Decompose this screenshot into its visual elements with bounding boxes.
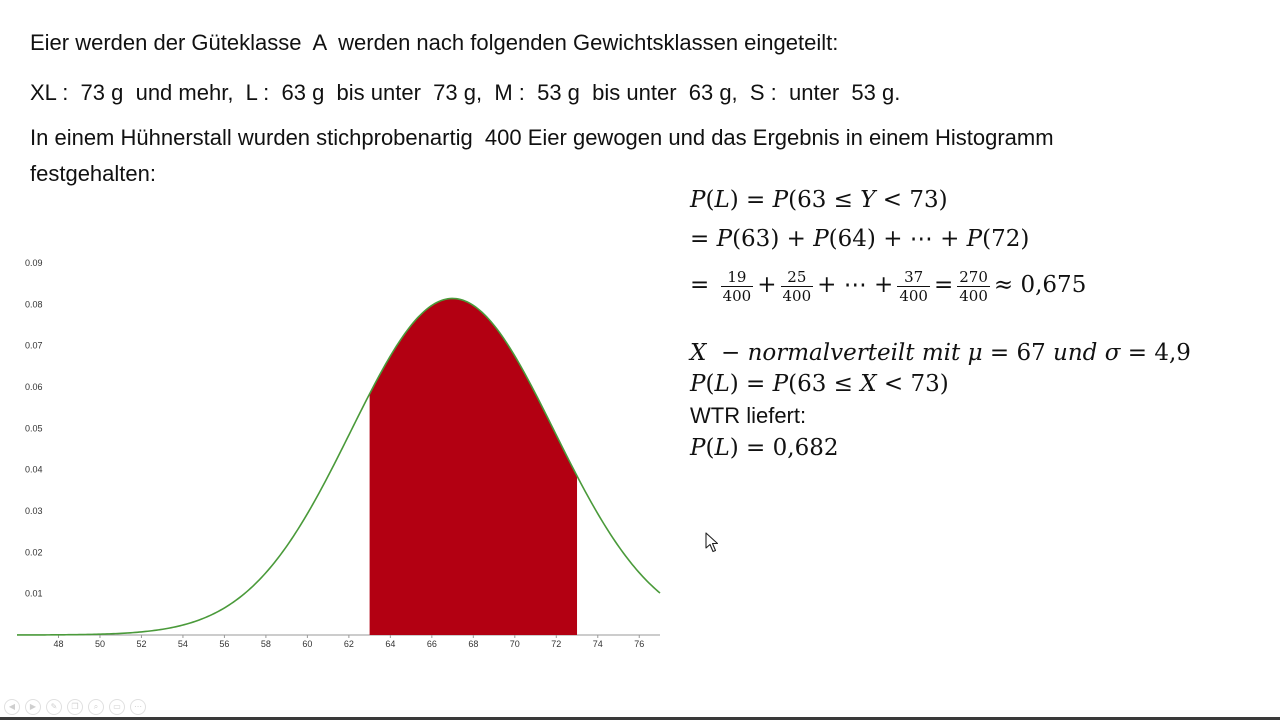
copy-icon[interactable]: ❐ (67, 699, 83, 715)
mu-value: 67 (1016, 340, 1046, 366)
x-tick-label: 66 (426, 639, 437, 649)
formula-pl-fraction-sum: = $\frac{19}{400}$ + $\frac{25}{400}$ + ⋯ + $\frac{37}{400}$ = $\frac{270}{400}$ ≈ 0,675 (690, 267, 1087, 305)
weight-classes-text: XL : 73 g und mehr, L : 63 g bis unter 73 g, M : 53 g bis unter 63 g, S : unter 53 g. (30, 80, 901, 105)
intro-text: Eier werden der Güteklasse A werden nach folgenden Gewichtsklassen eingeteilt: (30, 30, 839, 55)
y-tick-label: 0.06 (25, 382, 43, 392)
x-tick-label: 64 (385, 639, 396, 649)
y-tick-label: 0.02 (25, 547, 43, 558)
pen-icon[interactable]: ✎ (46, 699, 62, 715)
y-tick-label: 0.03 (25, 506, 43, 516)
formula-pl-normal: P(L) = P(63 ≤ X < 73) (690, 371, 949, 397)
next-icon[interactable]: ▶ (25, 699, 41, 715)
x-tick-label: 74 (592, 639, 603, 649)
x-axis (17, 635, 660, 649)
x-tick-label: 52 (136, 639, 147, 649)
mouse-pointer-icon (705, 532, 721, 554)
x-tick-label: 60 (302, 639, 313, 649)
fraction-2: $\frac{25}{400}$ (782, 267, 812, 305)
x-tick-label: 50 (94, 639, 105, 649)
y-tick-label: 0.01 (25, 588, 43, 599)
formula-normal-distribution: X − normalverteilt mit μ = 67 und σ = 4,9 (690, 340, 1191, 366)
approx-result: 0,675 (1020, 272, 1087, 298)
y-tick-label: 0.09 (25, 258, 43, 268)
formula-pl-sum: = P(63) + P(64) + ⋯ + P(72) (690, 226, 1030, 252)
sigma-value: 4,9 (1154, 340, 1191, 366)
formula-pl-result: P(L) = 0,682 (690, 435, 839, 461)
prev-icon[interactable]: ◀ (4, 699, 20, 715)
x-tick-label: 48 (53, 639, 64, 649)
formula-pl-definition: P(L) = P(63 ≤ Y < 73) (690, 187, 948, 213)
screen-icon[interactable]: ▭ (109, 699, 125, 715)
x-tick-label: 76 (634, 639, 645, 649)
fraction-3: $\frac{37}{400}$ (899, 267, 928, 305)
normal-distribution-chart (0, 250, 680, 660)
y-axis (25, 258, 43, 599)
y-tick-label: 0.07 (25, 340, 43, 351)
x-tick-label: 56 (219, 639, 230, 649)
y-tick-label: 0.04 (25, 464, 43, 475)
x-tick-label: 62 (343, 639, 354, 649)
x-tick-label: 54 (177, 639, 188, 649)
zoom-icon[interactable]: ⌕ (88, 699, 104, 715)
y-tick-label: 0.08 (25, 299, 43, 310)
x-tick-label: 68 (468, 639, 479, 649)
x-tick-label: 70 (509, 639, 520, 649)
shaded-interval-area (370, 298, 577, 635)
wtr-label: WTR liefert: (690, 403, 807, 428)
sample-text-line-2: festgehalten: (30, 161, 156, 186)
y-tick-label: 0.05 (25, 423, 43, 434)
fraction-1: $\frac{19}{400}$ (722, 267, 752, 305)
x-tick-label: 58 (260, 639, 271, 649)
presentation-controls (0, 697, 146, 717)
normal-result: 0,682 (772, 435, 839, 461)
more-icon[interactable]: ⋯ (130, 699, 146, 715)
sample-text-line-1: In einem Hühnerstall wurden stichprobenartig 400 Eier gewogen und das Ergebnis in einem Histogramm (30, 125, 1054, 150)
fraction-total: $\frac{270}{400}$ (959, 267, 988, 305)
x-tick-label: 72 (551, 639, 562, 649)
